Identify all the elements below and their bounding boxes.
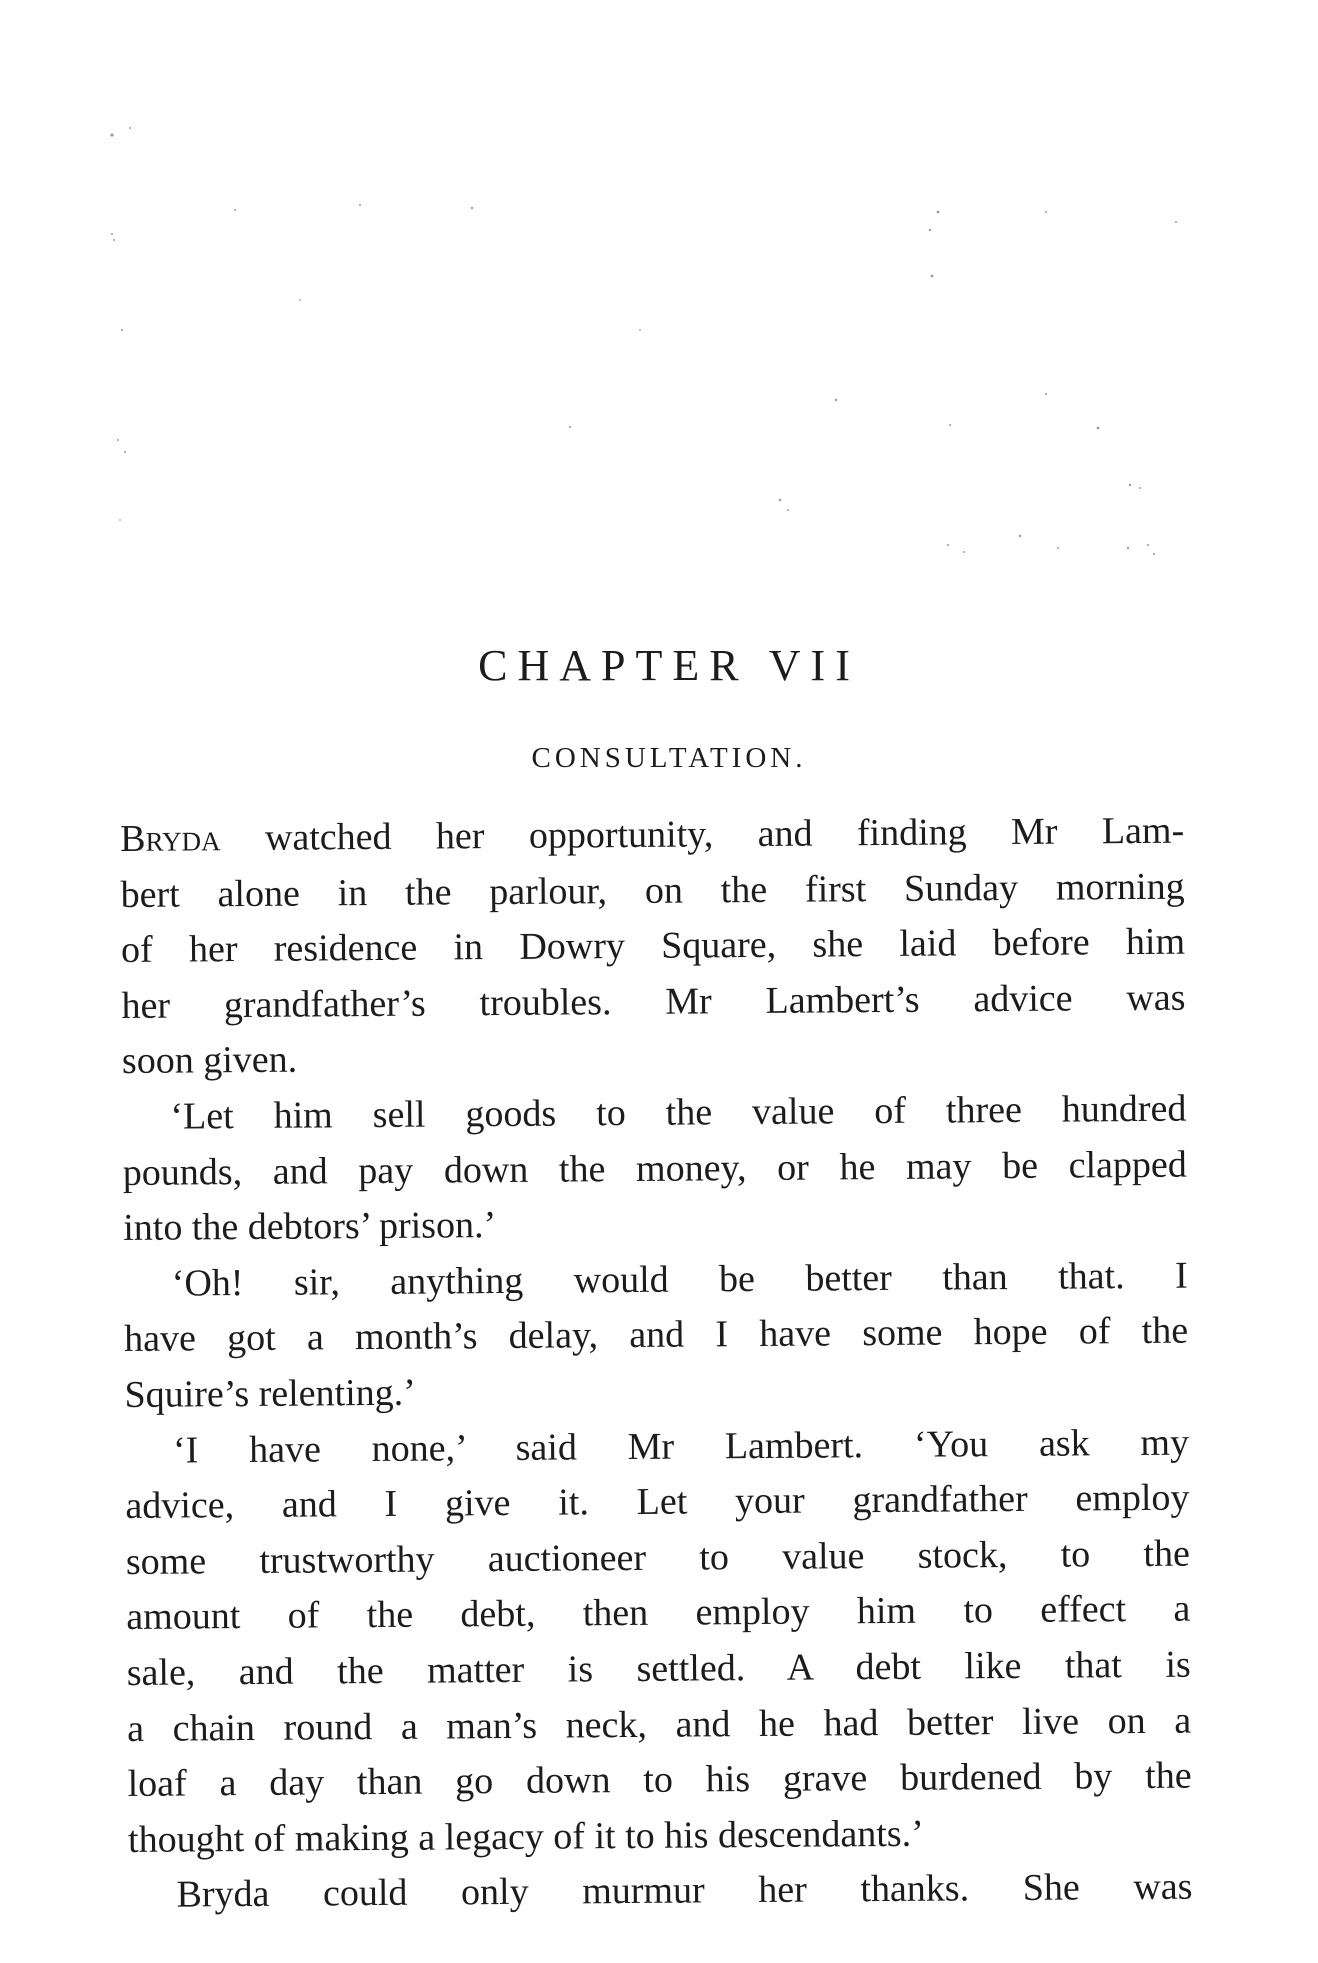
text-line: of her residence in Dowry Square, she laid before him xyxy=(120,920,1186,972)
text-line: Squire’s relenting.’ xyxy=(124,1371,417,1416)
body-text xyxy=(120,804,1193,1924)
text-line xyxy=(120,804,1184,868)
text-line: amount of the debt, then employ him to effect a xyxy=(126,1587,1191,1639)
text-line: pounds, and pay down the money, or he may be clapped xyxy=(122,1143,1187,1194)
text-line: her grandfather’s troubles. Mr Lambert’s advice was xyxy=(121,976,1186,1027)
text-line: ‘Oh! sir, anything would be better than that. I xyxy=(171,1254,1188,1305)
text-line: sale, and the matter is settled. A debt like that is xyxy=(126,1643,1191,1694)
line-text: watched her opportunity, and finding Mr Lam- xyxy=(220,809,1185,860)
text-line: ‘Let him sell goods to the value of three hundred xyxy=(170,1087,1187,1138)
paper-specks xyxy=(0,0,1318,620)
opening-word: Bryda xyxy=(120,817,221,860)
text-line: ‘I have none,’ said Mr Lambert. ‘You ask my xyxy=(172,1421,1190,1472)
text-line: into the debtors’ prison.’ xyxy=(123,1204,497,1250)
text-line: some trustworthy auctioneer to value stock, to the xyxy=(125,1532,1191,1583)
text-line: thought of making a legacy of it to his descendants.’ xyxy=(127,1812,924,1861)
text-line: a chain round a man’s neck, and he had better live on a xyxy=(127,1699,1192,1750)
text-line: have got a month’s delay, and I have some hope of the xyxy=(123,1309,1189,1361)
text-line: loaf a day than go down to his grave burdened by the xyxy=(127,1754,1192,1806)
chapter-title: CHAPTER VII xyxy=(478,641,860,690)
text-line: advice, and I give it. Let your grandfather employ xyxy=(125,1476,1190,1528)
text-line: Bryda could only murmur her thanks. She was xyxy=(176,1865,1193,1916)
text-line: bert alone in the parlour, on the first Sunday morning xyxy=(120,865,1185,916)
text-line: soon given. xyxy=(121,1038,298,1083)
chapter-subtitle: CONSULTATION. xyxy=(531,742,807,774)
